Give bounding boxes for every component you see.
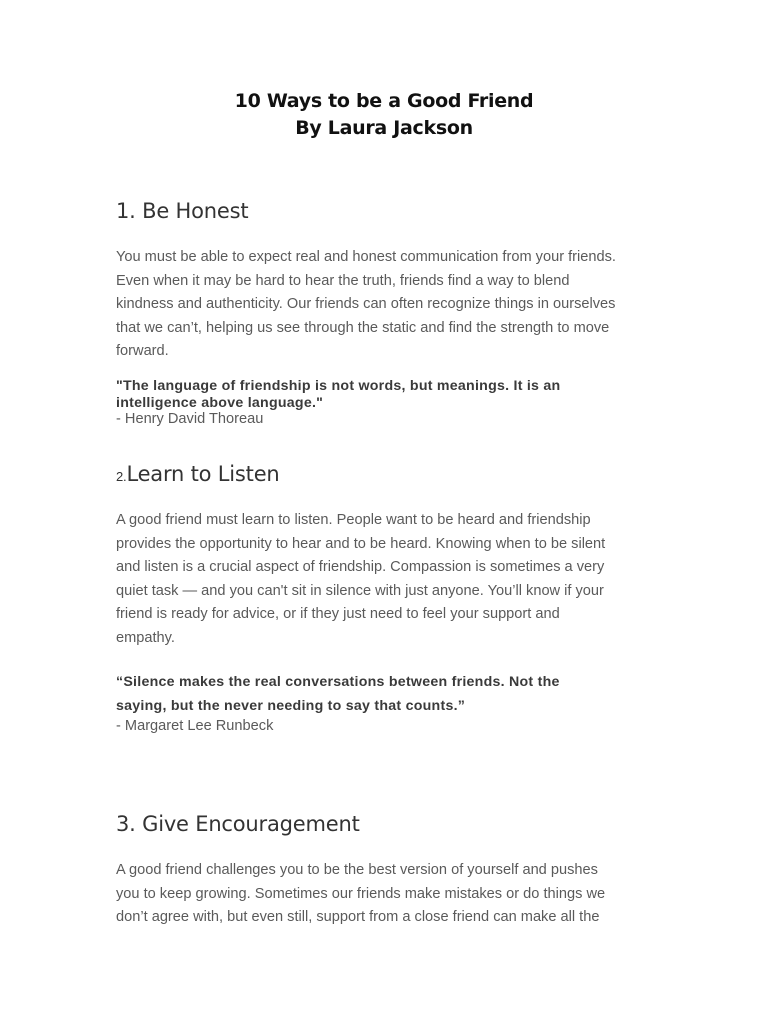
section-2-title: Learn to Listen bbox=[126, 462, 280, 486]
section-1-heading bbox=[116, 199, 248, 223]
section-2-heading bbox=[116, 462, 280, 486]
document-title: 10 Ways to be a Good Friend bbox=[234, 90, 534, 112]
paragraph-line: quiet task — and you can't sit in silence with just anyone. You’ll know if your bbox=[116, 582, 604, 599]
paragraph-line: Even when it may be hard to hear the truth, friends find a way to blend bbox=[116, 272, 570, 289]
paragraph-line: and listen is a crucial aspect of friendship. Compassion is sometimes a very bbox=[116, 559, 605, 576]
section-1-quote-author: - Henry David Thoreau bbox=[116, 411, 264, 427]
section-1-paragraph bbox=[116, 246, 656, 364]
section-1-quote bbox=[116, 378, 656, 412]
paragraph-line: friend is ready for advice, or if they just need to feel your support and bbox=[116, 606, 560, 623]
section-3-paragraph bbox=[116, 859, 656, 930]
quote-line: “Silence makes the real conversations between friends. Not the bbox=[116, 674, 560, 690]
paragraph-line: that we can’t, helping us see through the static and find the strength to move bbox=[116, 319, 610, 336]
document-title-block bbox=[0, 88, 768, 142]
paragraph-line: forward. bbox=[116, 343, 169, 360]
section-3-heading bbox=[116, 812, 360, 836]
paragraph-line: kindness and authenticity. Our friends can often recognize things in ourselves bbox=[116, 296, 616, 313]
section-1-number: 1. bbox=[116, 199, 136, 223]
paragraph-line: you to keep growing. Sometimes our friends make mistakes or do things we bbox=[116, 885, 606, 902]
quote-line: intelligence above language." bbox=[116, 395, 324, 411]
section-1-title: Be Honest bbox=[142, 199, 249, 223]
section-2-paragraph bbox=[116, 509, 656, 651]
paragraph-line: A good friend challenges you to be the best version of yourself and pushes bbox=[116, 862, 598, 878]
quote-line: saying, but the never needing to say that counts.” bbox=[116, 698, 466, 714]
paragraph-line: empathy. bbox=[116, 629, 175, 646]
paragraph-line: A good friend must learn to listen. People want to be heard and friendship bbox=[116, 512, 591, 528]
quote-line: "The language of friendship is not words, but meanings. It is an bbox=[116, 378, 561, 394]
paragraph-line: You must be able to expect real and honest communication from your friends. bbox=[116, 249, 616, 265]
section-3-title: Give Encouragement bbox=[142, 812, 360, 836]
document-byline: By Laura Jackson bbox=[295, 117, 473, 139]
paragraph-line: provides the opportunity to hear and to be heard. Knowing when to be silent bbox=[116, 535, 606, 552]
section-2-number: 2. bbox=[116, 469, 127, 484]
section-2-quote bbox=[116, 670, 656, 718]
paragraph-line: don’t agree with, but even still, support from a close friend can make all the bbox=[116, 909, 600, 926]
section-3-number: 3. bbox=[116, 812, 136, 836]
section-2-quote-author: - Margaret Lee Runbeck bbox=[116, 718, 274, 734]
